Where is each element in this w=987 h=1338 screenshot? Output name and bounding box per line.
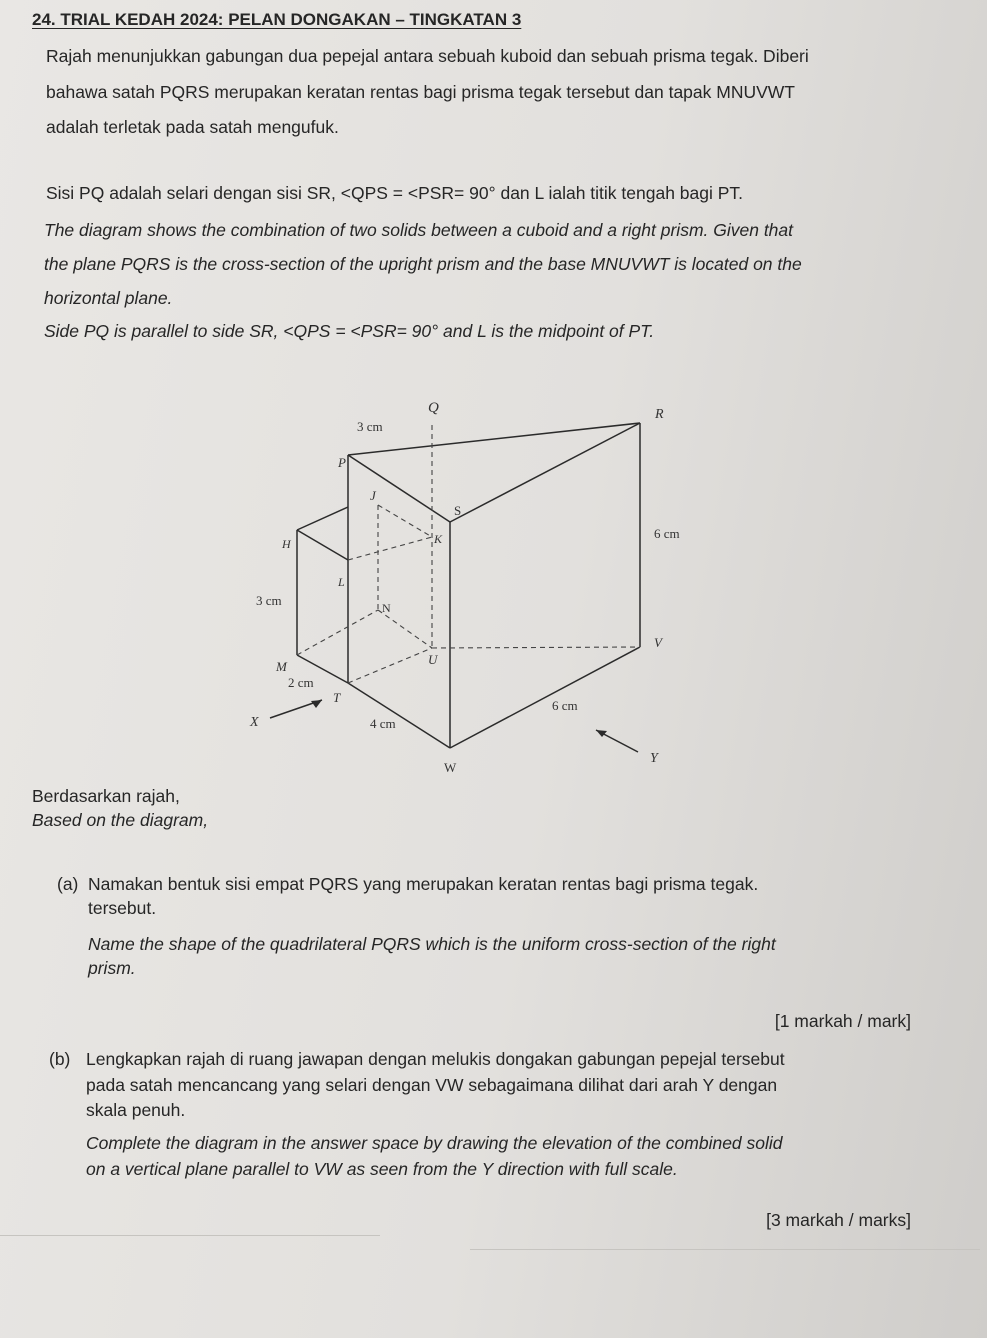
intro-en-line-3: horizontal plane.	[44, 288, 173, 308]
dim-tw: 4 cm	[370, 716, 396, 731]
page-divider-right	[470, 1249, 980, 1250]
intro-bm-line-3: adalah terletak pada satah mengufuk.	[46, 117, 339, 137]
label-x: X	[250, 715, 259, 730]
part-b-bm-line-1: Lengkapkan rajah di ruang jawapan dengan melukis dongakan gabungan pepejal tersebut	[86, 1049, 785, 1069]
part-a-en-line-2: prism.	[88, 958, 136, 978]
dim-wv: 6 cm	[552, 698, 578, 713]
label-v: V	[654, 635, 662, 650]
part-b-bm-line-2: pada satah mencancang yang selari dengan VW sebagaimana dilihat dari arah Y dengan	[86, 1075, 778, 1095]
intro-bm-line-2: bahawa satah PQRS merupakan keratan rentas bagi prisma tegak tersebut dan tapak MNUVWT	[46, 82, 795, 102]
part-b-en-line-1: Complete the diagram in the answer space by drawing the elevation of the combined solid	[86, 1133, 783, 1153]
label-l: L	[338, 575, 345, 589]
label-m: M	[276, 659, 287, 674]
label-r: R	[655, 407, 664, 422]
label-j: J	[370, 488, 376, 503]
label-k: K	[434, 532, 443, 546]
visible-edges	[270, 423, 640, 752]
intro-en-line-2: the plane PQRS is the cross-section of the upright prism and the base MNUVWT is located on the	[44, 254, 802, 274]
page-divider-left	[0, 1235, 380, 1236]
part-a-en-line-1: Name the shape of the quadrilateral PQRS which is the uniform cross-section of the right	[88, 934, 776, 954]
part-a-bm-line-1: Namakan bentuk sisi empat PQRS yang merupakan keratan rentas bagi prisma tegak.	[88, 874, 759, 894]
based-on-en: Based on the diagram,	[32, 810, 209, 830]
part-a-letter: (a)	[57, 874, 79, 894]
dim-qp: 3 cm	[357, 419, 383, 434]
dim-hm: 3 cm	[256, 593, 282, 608]
intro-en-line-4: Side PQ is parallel to side SR, <QPS = <PSR= 90° and L is the midpoint of PT.	[44, 321, 655, 341]
dim-mt: 2 cm	[288, 675, 314, 690]
intro-bm-line-4: Sisi PQ adalah selari dengan sisi SR, <QPS = <PSR= 90° dan L ialah titik tengah bagi PT.	[46, 183, 744, 203]
label-w: W	[444, 760, 457, 775]
part-b-letter: (b)	[49, 1049, 71, 1069]
intro-en-line-1: The diagram shows the combination of two solids between a cuboid and a right prism. Given that	[44, 220, 794, 240]
intro-bm-line-1: Rajah menunjukkan gabungan dua pepejal antara sebuah kuboid dan sebuah prisma tegak. Diberi	[46, 46, 809, 66]
label-h: H	[282, 537, 291, 551]
question-title: 24. TRIAL KEDAH 2024: PELAN DONGAKAN – TINGKATAN 3	[32, 10, 522, 29]
part-a-bm-line-2: tersebut.	[88, 898, 157, 918]
dim-rv: 6 cm	[654, 526, 680, 541]
label-p: P	[338, 455, 346, 470]
part-a-marks: [1 markah / mark]	[774, 1011, 911, 1031]
label-u: U	[428, 652, 438, 667]
label-s: S	[454, 503, 462, 518]
part-b-en-line-2: on a vertical plane parallel to VW as seen from the Y direction with full scale.	[86, 1159, 678, 1179]
label-q: Q	[428, 400, 439, 416]
label-t: T	[333, 690, 341, 705]
label-n: N	[382, 601, 391, 615]
label-y: Y	[650, 751, 658, 766]
based-on-bm: Berdasarkan rajah,	[32, 786, 180, 806]
part-b-marks: [3 markah / marks]	[766, 1210, 911, 1230]
part-b-bm-line-3: skala penuh.	[86, 1100, 186, 1120]
